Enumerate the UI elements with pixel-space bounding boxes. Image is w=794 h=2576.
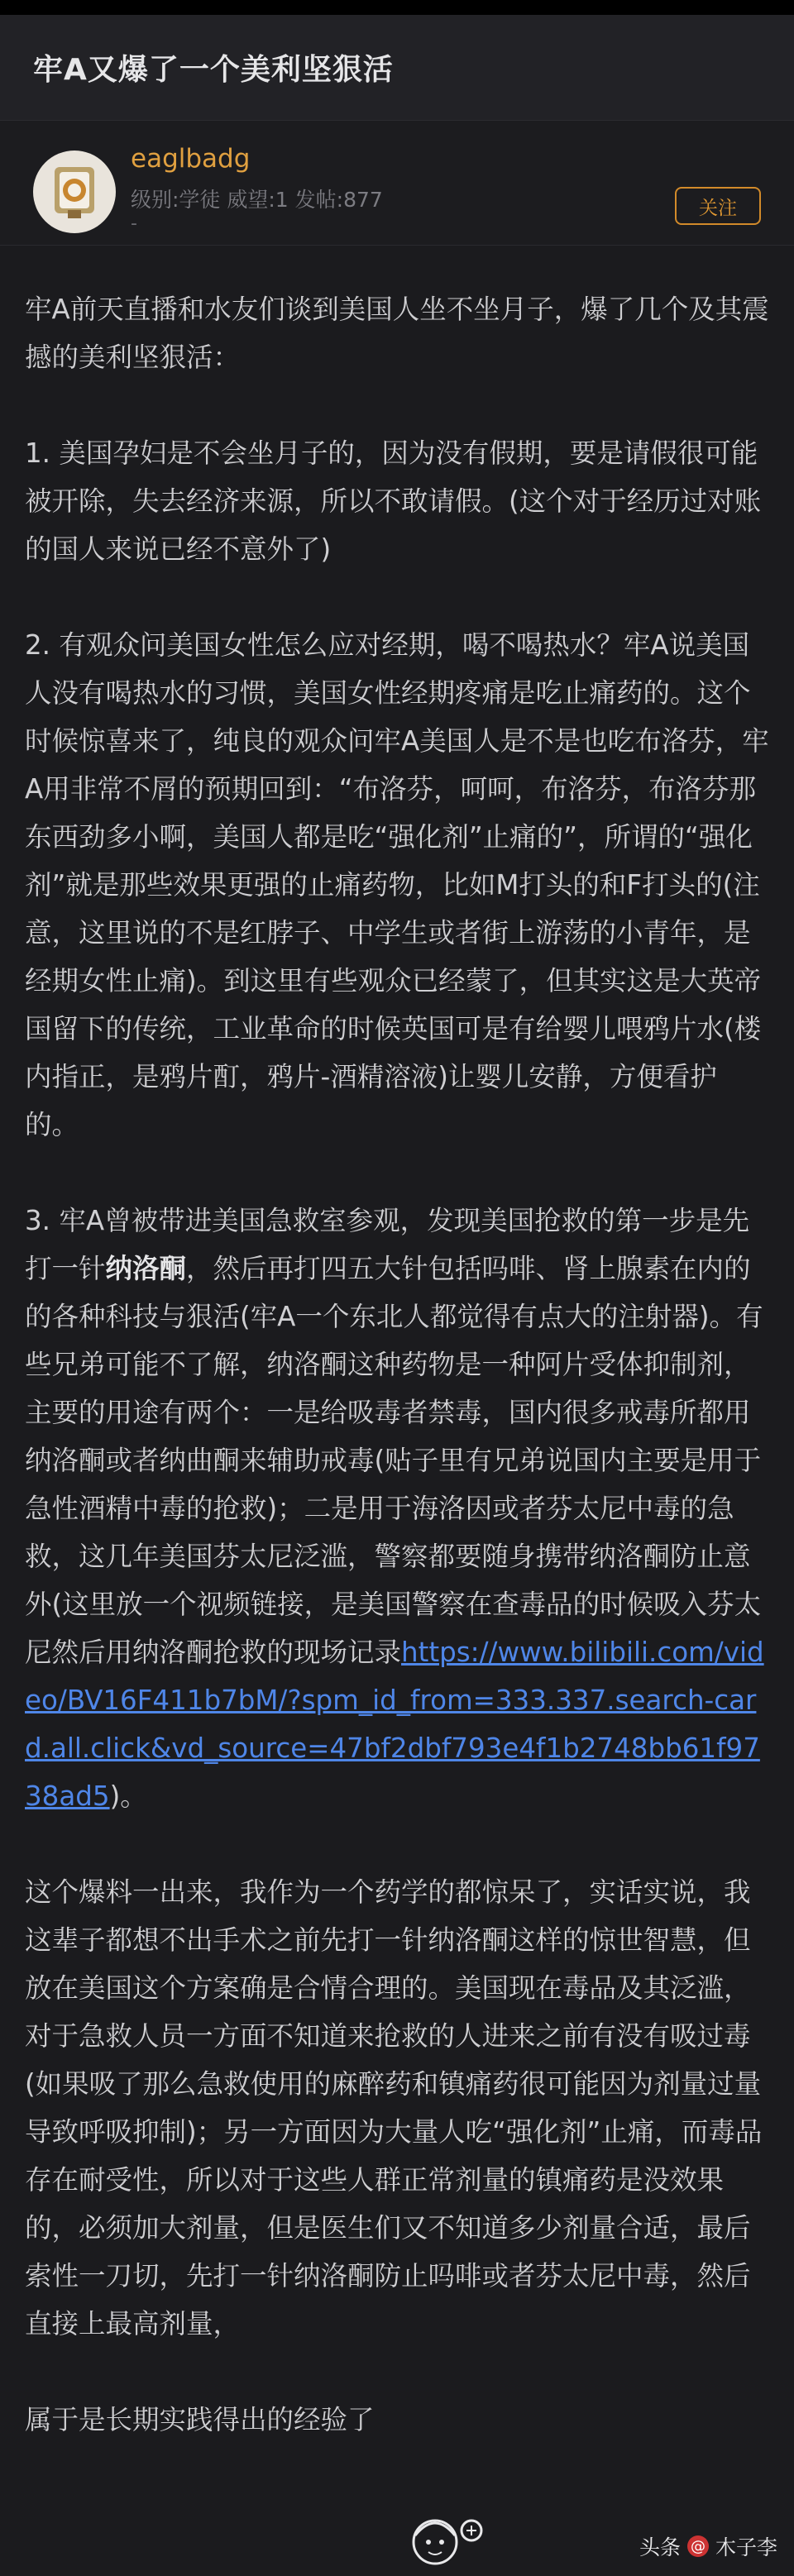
p3-text-end: )。 bbox=[109, 1780, 147, 1812]
post-paragraph-5: 属于是长期实践得出的经验了 bbox=[25, 2404, 375, 2435]
cartoon-sticker-icon bbox=[395, 2506, 495, 2573]
watermark bbox=[639, 2531, 777, 2561]
follow-button[interactable]: 关注 bbox=[675, 187, 761, 225]
title-bar bbox=[0, 15, 794, 121]
trophy-avatar-icon bbox=[43, 160, 106, 223]
post-paragraph-3 bbox=[25, 1197, 769, 1820]
post-paragraph-4: 这个爆料一出来，我作为一个药学的都惊呆了，实话实说，我这辈子都想不出手术之前先打一针纳洛酮这样的惊世智慧，但放在美国这个方案确是合情合理的。美国现在毒品及其泛滥，对于急救人员一方面不知道来抢救的人进来之前有没有吸过毒(如果吸了那么急救使用的麻醉药和镇痛药很可能因为剂量过量导致呼吸抑制)；另一方面因为大量人吃“强化剂”止痛，而毒品存在耐受性，所以对于这些人群正常剂量的镇痛药是没效果的，必须加大剂量，但是医生们又不知道多少剂量合适，最后索性一刀切，先打一针纳洛酮防止吗啡或者芬太尼中毒，然后直接上最高剂量， bbox=[25, 1876, 763, 2339]
watermark-user: 木子李 bbox=[715, 2535, 777, 2559]
author-name[interactable]: eaglbadg bbox=[131, 144, 251, 174]
watermark-at-icon: @ bbox=[687, 2535, 709, 2557]
post-paragraph-2: 2. 有观众问美国女性怎么应对经期，喝不喝热水？牢A说美国人没有喝热水的习惯，美国女性经期疼痛是吃止痛药的。这个时候惊喜来了，纯良的观众问牢A美国人是不是也吃布洛芬，牢A用非常不屑的预期回到：“布洛芬，呵呵，布洛芬，布洛芬那东西劲多小啊，美国人都是吃“强化剂”止痛的”，所谓的“强化剂”就是那些效果更强的止痛药物，比如M打头的和F打头的(注意，这里说的不是红脖子、中学生或者街上游荡的小青年，是经期女性止痛)。到这里有些观众已经蒙了，但其实这是大英帝国留下的传统，工业革命的时候英国可是有给婴儿喂鸦片水(楼内指正，是鸦片酊，鸦片-酒精溶液)让婴儿安静，方便看护的。 bbox=[25, 629, 769, 1140]
status-strip bbox=[0, 0, 794, 15]
avatar[interactable] bbox=[33, 151, 116, 233]
post-paragraph-1: 1. 美国孕妇是不会坐月子的，因为没有假期，要是请假很可能被开除，失去经济来源，所以不敢请假。(这个对于经历过对账的国人来说已经不意外了) bbox=[25, 437, 762, 565]
author-card bbox=[0, 121, 794, 246]
p3-text-b: ，然后再打四五大针包括吗啡、肾上腺素在内的的各种科技与狠活(牢A一个东北人都觉得有点大的注射器)。有些兄弟可能不了解，纳洛酮这种药物是一种阿片受体抑制剂，主要的用途有两个：一是给吸毒者禁毒，国内很多戒毒所都用纳洛酮或者纳曲酮来辅助戒毒(贴子里有兄弟说国内主要是用于急性酒精中毒的抢救)；二是用于海洛因或者芬太尼中毒的急救，这几年美国芬太尼泛滥，警察都要随身携带纳洛酮防止意外(这里放一个视频链接，是美国警察在查毒品的时候吸入芬太尼然后用纳洛酮抢救的现场记录 bbox=[25, 1253, 763, 1668]
p3-text-a: 3. 牢A曾被带进美国急救室参观，发现美国抢救的第一步是先打一针 bbox=[25, 1205, 750, 1284]
watermark-brand: 头条 bbox=[639, 2535, 681, 2559]
post-paragraph-intro: 牢A前天直播和水友们谈到美国人坐不坐月子，爆了几个及其震撼的美利坚狠活： bbox=[25, 294, 769, 373]
page-title: 牢A又爆了一个美利坚狠活 bbox=[33, 53, 394, 87]
post-body bbox=[0, 246, 794, 2444]
author-meta: 级别:学徒 威望:1 发帖:877 bbox=[131, 188, 383, 212]
video-link[interactable]: https://www.bilibili.com/video/BV16F411b7bM/?spm_id_from=333.337.search-card.all.click&vd_source=47bf2dbf793e4f1b2748bb61f9738ad5 bbox=[25, 1637, 764, 1812]
p3-bold-drug: 纳洛酮 bbox=[105, 1253, 187, 1284]
author-signature: - bbox=[131, 213, 137, 234]
